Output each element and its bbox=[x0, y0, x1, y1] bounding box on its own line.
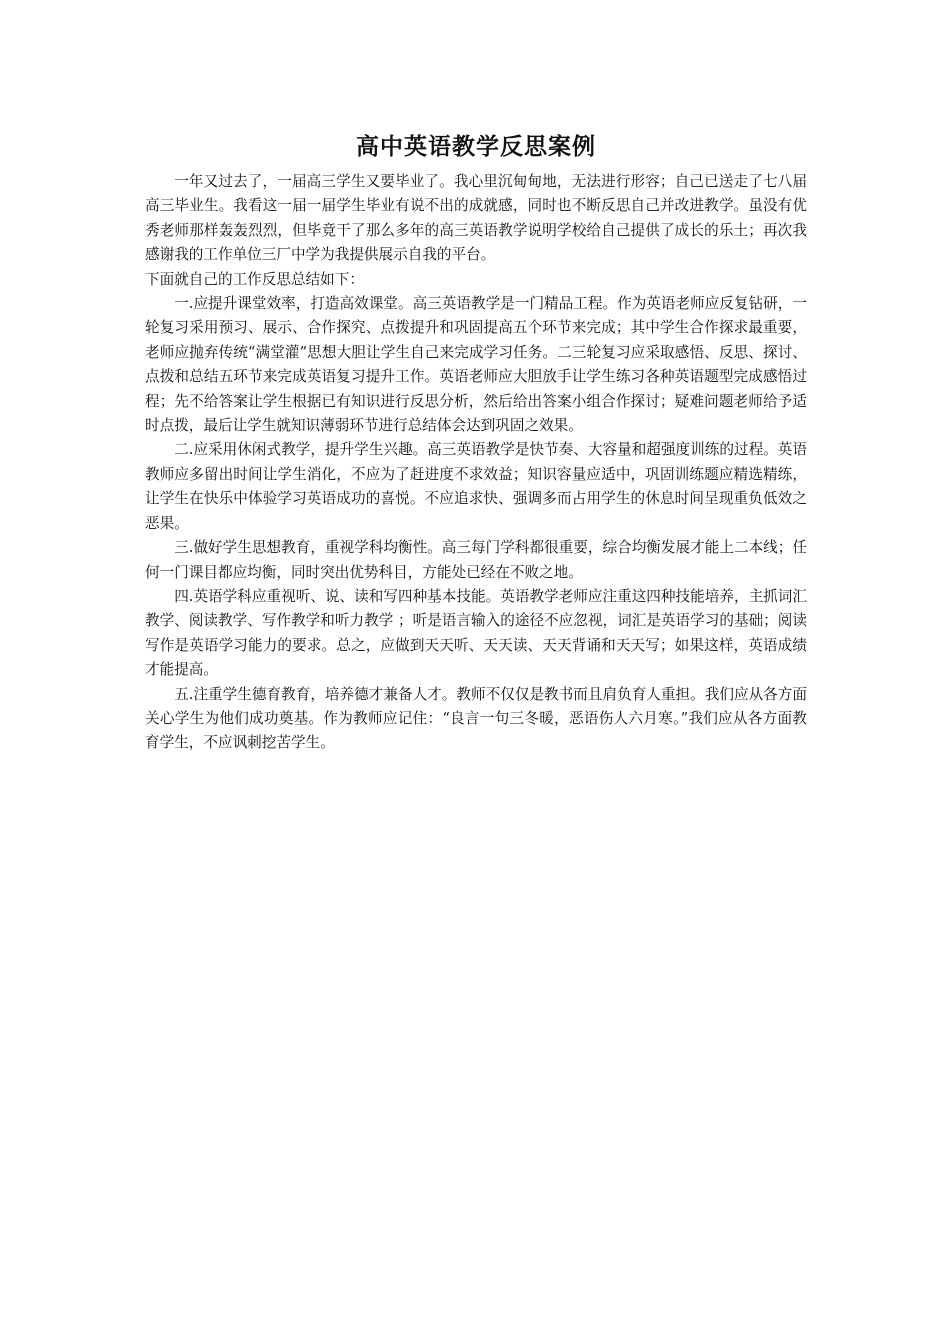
paragraph-point-1: 一.应提升课堂效率，打造高效课堂。高三英语教学是一门精品工程。作为英语老师应反复钻研，一轮复习采用预习、展示、合作探究、点拨提升和巩固提高五个环节来完成；其中学生合作探求最重要，老师应抛弃传统“满堂灌”思想大胆让学生自己来完成学习任务。二三轮复习应采取感悟、反思、探讨、点拨和总结五环节来完成英语复习提升工作。英语老师应大胆放手让学生练习各种英语题型完成感悟过程；先不给答案让学生根据已有知识进行反思分析，然后给出答案小组合作探讨；疑难问题老师给予适时点拨，最后让学生就知识薄弱环节进行总结体会达到巩固之效果。 bbox=[145, 295, 807, 435]
paragraph-point-3: 三.做好学生思想教育，重视学科均衡性。高三每门学科都很重要，综合均衡发展才能上二本线；任何一门课目都应均衡，同时突出优势科目，方能处已经在不败之地。 bbox=[145, 539, 807, 581]
paragraph-intro: 一年又过去了，一届高三学生又要毕业了。我心里沉甸甸地，无法进行形容；自己已送走了七八届高三毕业生。我看这一届一届学生毕业有说不出的成就感，同时也不断反思自己并改进教学。虽没有优秀老师那样轰轰烈烈，但毕竟干了那么多年的高三英语教学说明学校给自己提供了成长的乐土；再次我感谢我的工作单位三厂中学为我提供展示自我的平台。 bbox=[145, 173, 807, 264]
paragraph-point-4: 四.英语学科应重视听、说、读和写四种基本技能。英语教学老师应注重这四种技能培养，主抓词汇教学、阅读教学、写作教学和听力教学 ；听是语言输入的途径不应忽视，词汇是英语学习的基础；阅读写作是英语学习能力的要求。总之，应做到天天听、天天读、天天背诵和天天写；如果这样，英语成绩才能提高。 bbox=[145, 587, 807, 679]
document-title: 高中英语教学反思案例 bbox=[356, 133, 596, 160]
document-body bbox=[145, 130, 807, 756]
paragraph-summary-lead: 下面就自己的工作反思总结如下： bbox=[145, 270, 364, 288]
paragraph-point-2: 二.应采用休闲式教学，提升学生兴趣。高三英语教学是快节奏、大容量和超强度训练的过程。英语教师应多留出时间让学生消化，不应为了赶进度不求效益；知识容量应适中，巩固训练题应精选精练，让学生在快乐中体验学习英语成功的喜悦。不应追求快、强调多而占用学生的休息时间呈现重负低效之恶果。 bbox=[145, 441, 807, 532]
paragraph-point-5: 五.注重学生德育教育，培养德才兼备人才。教师不仅仅是教书而且肩负育人重担。我们应从各方面关心学生为他们成功奠基。作为教师应记住：“良言一句三冬暖，恶语伤人六月寒。”我们应从各方面教育学生，不应讽刺挖苦学生。 bbox=[145, 685, 807, 752]
